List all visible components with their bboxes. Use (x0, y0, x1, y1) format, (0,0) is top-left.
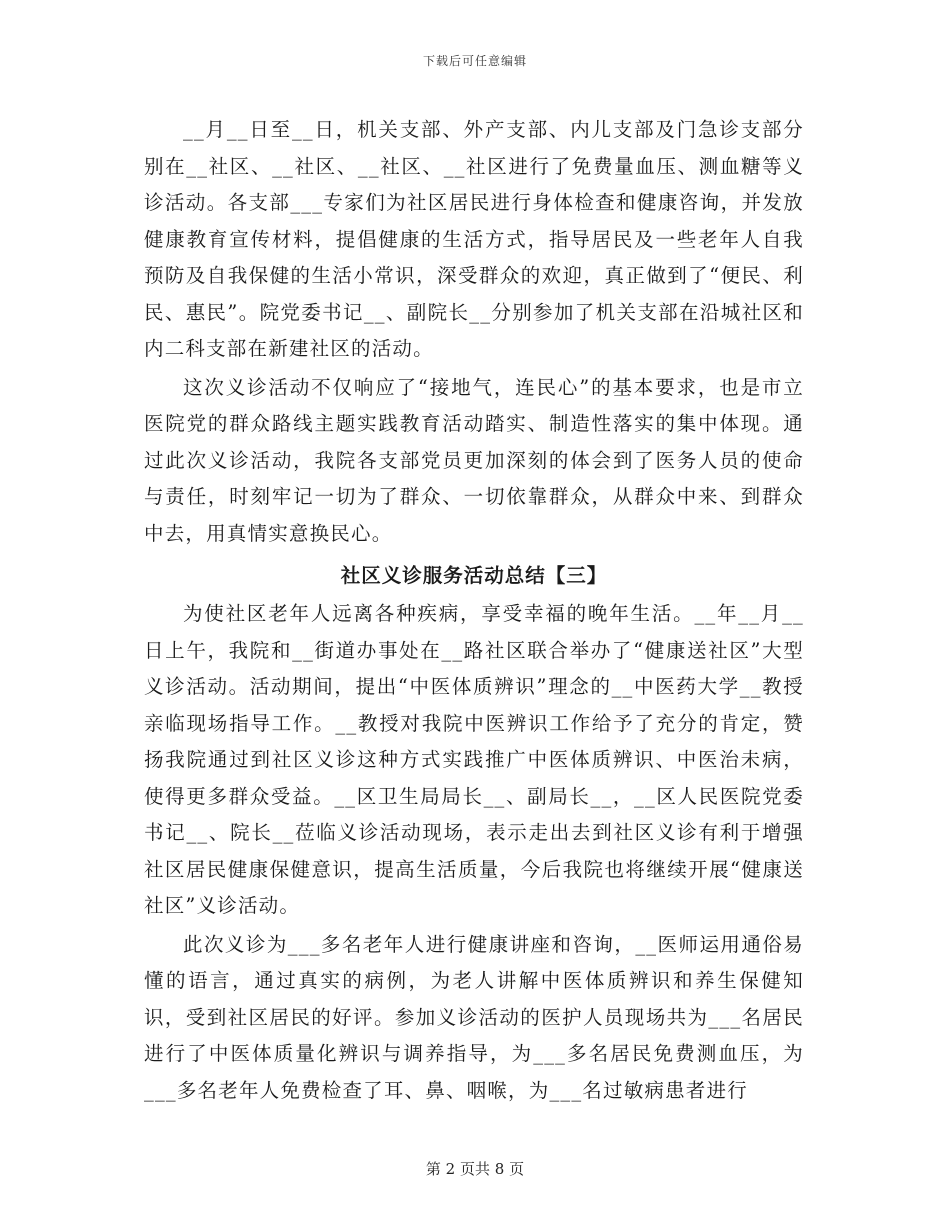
page-number: 第 2 页共 8 页 (425, 1160, 525, 1178)
page-header: 下载后可任意编辑 (422, 54, 527, 68)
paragraph-2: 这次义诊活动不仅响应了“接地气，连民心”的基本要求，也是市立医院党的群众路线主题实践教育活动踏实、制造性落实的集中体现。通过此次义诊活动，我院各支部党员更加深刻的体会到了医务人员的使命与责任，时刻牢记一切为了群众、一切依靠群众，从群众中来、到群众中去，用真情实意换民心。 (144, 375, 804, 545)
paragraph-4: 此次义诊为___多名老年人进行健康讲座和咨询，__医师运用通俗易懂的语言，通过真实的病例，为老人讲解中医体质辨识和养生保健知识，受到社区居民的好评。参加义诊活动的医护人员现场共为___名居民进行了中医体质量化辨识与调养指导，为___多名居民免费测血压，为___多名老年人免费检查了耳、鼻、咽喉，为___名过敏病患者进行 (144, 932, 804, 1102)
document-body (144, 112, 804, 1109)
section-title: 社区义诊服务活动总结【三】 (340, 564, 608, 587)
paragraph-3: 为使社区老年人远离各种疾病，享受幸福的晚年生活。__年__月__日上午，我院和__街道办事处在__路社区联合举办了“健康送社区”大型义诊活动。活动期间，提出“中医体质辨识”理念的__中医药大学__教授亲临现场指导工作。__教授对我院中医辨识工作给予了充分的肯定，赞扬我院通过到社区义诊这种方式实践推广中医体质辨识、中医治未病，使得更多群众受益。__区卫生局局长__、副局长__，__区人民医院党委书记__、院长__莅临义诊活动现场，表示走出去到社区义诊有利于增强社区居民健康保健意识，提高生活质量，今后我院也将继续开展“健康送社区”义诊活动。 (144, 602, 804, 917)
paragraph-1: __月__日至__日，机关支部、外产支部、内儿支部及门急诊支部分别在__社区、__社区、__社区、__社区进行了免费量血压、测血糖等义诊活动。各支部___专家们为社区居民进行身体检查和健康咨询，并发放健康教育宣传材料，提倡健康的生活方式，指导居民及一些老年人自我预防及自我保健的生活小常识，深受群众的欢迎，真正做到了“便民、利民、惠民”。院党委书记__、副院长__分别参加了机关支部在沿城社区和内二科支部在新建社区的活动。 (144, 118, 804, 360)
